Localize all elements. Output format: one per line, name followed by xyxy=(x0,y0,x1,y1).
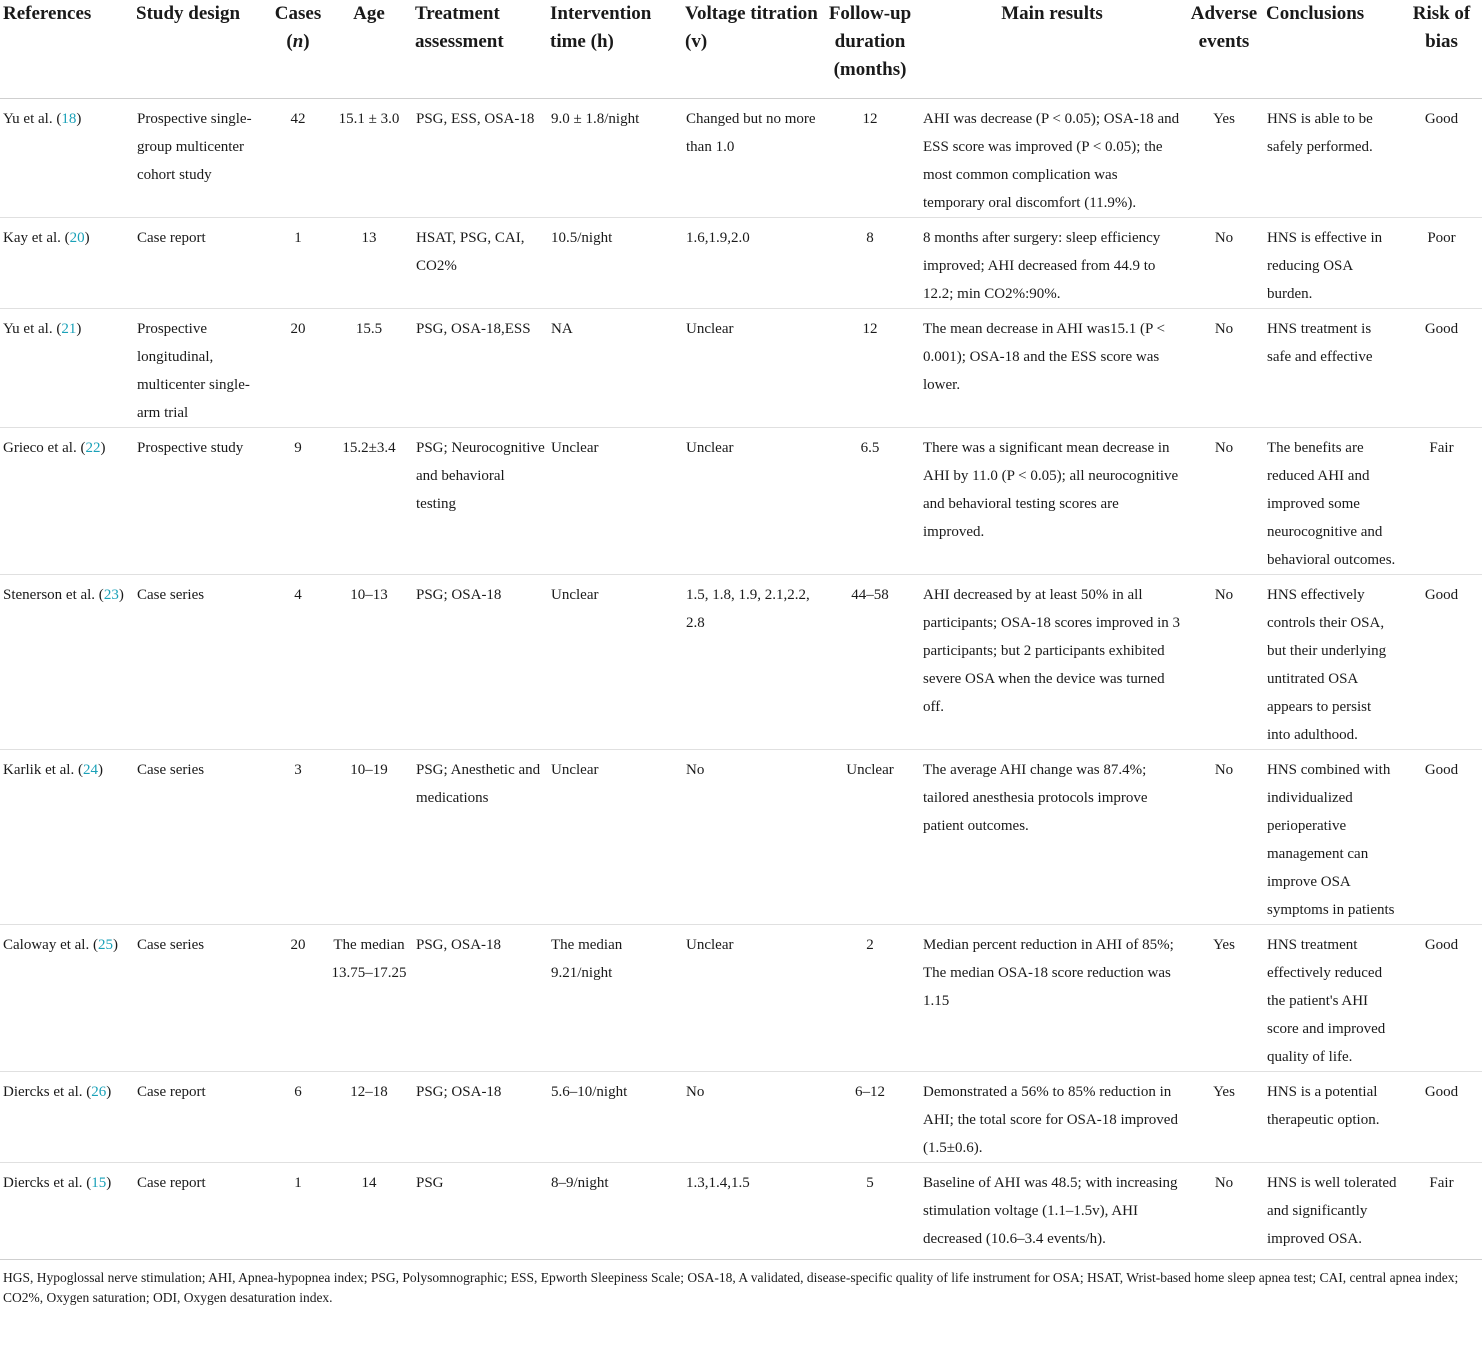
header-age: Age xyxy=(325,0,413,99)
cell-risk-of-bias: Good xyxy=(1401,99,1482,218)
cell-reference xyxy=(0,750,134,925)
cell-cases: 20 xyxy=(271,309,325,428)
cell-intervention-time: The median 9.21/night xyxy=(548,925,683,1072)
cell-conclusions: HNS treatment is safe and effective xyxy=(1264,309,1401,428)
cell-voltage-titration: 1.6,1.9,2.0 xyxy=(683,218,820,309)
cell-adverse-events: No xyxy=(1184,750,1264,925)
cell-follow-up: 6.5 xyxy=(820,428,920,575)
reference-close-paren: ) xyxy=(106,1175,112,1191)
cell-reference xyxy=(0,428,134,575)
header-study-design: Study design xyxy=(134,0,271,99)
reference-author: Yu et al. ( xyxy=(3,111,62,127)
cell-intervention-time: 8–9/night xyxy=(548,1163,683,1260)
table-row xyxy=(0,575,1482,750)
cell-treatment-assessment: PSG, ESS, OSA-18 xyxy=(413,99,548,218)
cell-risk-of-bias: Poor xyxy=(1401,218,1482,309)
table-row xyxy=(0,925,1482,1072)
cell-study-design: Case report xyxy=(134,1163,271,1260)
cell-main-results: Median percent reduction in AHI of 85%; The median OSA-18 score reduction was 1.15 xyxy=(920,925,1184,1072)
table-footnote: HGS, Hypoglossal nerve stimulation; AHI, Apnea-hypopnea index; PSG, Polysomnographic; ESS, Epworth Sleepiness Scale; OSA-18, A validated, disease-specific quality of life instrument for OSA; HSAT, Wrist-based home sleep apnea test; CAI, central apnea index; CO2%, Oxygen saturation; ODI, Oxygen desaturation index. xyxy=(3,1270,1459,1305)
cell-conclusions: HNS is well tolerated and significantly improved OSA. xyxy=(1264,1163,1401,1260)
cell-conclusions: HNS is a potential therapeutic option. xyxy=(1264,1072,1401,1163)
cell-cases: 20 xyxy=(271,925,325,1072)
cell-age: 15.2±3.4 xyxy=(325,428,413,575)
reference-close-paren: ) xyxy=(112,937,118,953)
cell-main-results: The average AHI change was 87.4%; tailored anesthesia protocols improve patient outcomes. xyxy=(920,750,1184,925)
cell-study-design: Case series xyxy=(134,575,271,750)
cell-age: 10–19 xyxy=(325,750,413,925)
cell-conclusions: HNS effectively controls their OSA, but their underlying untitrated OSA appears to persist into adulthood. xyxy=(1264,575,1401,750)
cell-follow-up: 5 xyxy=(820,1163,920,1260)
reference-author: Karlik et al. ( xyxy=(3,762,83,778)
table-row xyxy=(0,1163,1482,1260)
cell-study-design: Case report xyxy=(134,218,271,309)
cell-main-results: AHI was decrease (P < 0.05); OSA-18 and ESS score was improved (P < 0.05); the most common complication was temporary oral discomfort (11.9%). xyxy=(920,99,1184,218)
cell-risk-of-bias: Fair xyxy=(1401,1163,1482,1260)
cell-adverse-events: Yes xyxy=(1184,925,1264,1072)
cell-cases: 42 xyxy=(271,99,325,218)
cell-risk-of-bias: Good xyxy=(1401,1072,1482,1163)
cell-reference xyxy=(0,309,134,428)
table-header xyxy=(0,0,1482,99)
reference-number-link[interactable]: 22 xyxy=(85,440,101,456)
cell-reference xyxy=(0,99,134,218)
cell-risk-of-bias: Good xyxy=(1401,309,1482,428)
reference-number-link[interactable]: 26 xyxy=(91,1084,107,1100)
cell-treatment-assessment: PSG; Anesthetic and medications xyxy=(413,750,548,925)
cell-main-results: AHI decreased by at least 50% in all participants; OSA-18 scores improved in 3 participants; but 2 participants exhibited severe OSA when the device was turned off. xyxy=(920,575,1184,750)
table-row xyxy=(0,1072,1482,1163)
cell-intervention-time: 5.6–10/night xyxy=(548,1072,683,1163)
reference-author: Yu et al. ( xyxy=(3,321,62,337)
reference-close-paren: ) xyxy=(76,111,82,127)
cell-reference xyxy=(0,1072,134,1163)
header-conclusions: Conclusions xyxy=(1264,0,1401,99)
header-main-results: Main results xyxy=(920,0,1184,99)
cell-treatment-assessment: PSG, OSA-18 xyxy=(413,925,548,1072)
cell-age: 13 xyxy=(325,218,413,309)
cell-voltage-titration: No xyxy=(683,1072,820,1163)
reference-author: Diercks et al. ( xyxy=(3,1175,92,1191)
cell-conclusions: HNS treatment effectively reduced the patient's AHI score and improved quality of life. xyxy=(1264,925,1401,1072)
reference-close-paren: ) xyxy=(100,440,106,456)
reference-number-link[interactable]: 23 xyxy=(103,587,119,603)
cell-risk-of-bias: Good xyxy=(1401,575,1482,750)
cell-adverse-events: No xyxy=(1184,218,1264,309)
header-follow-up: Follow-up duration (months) xyxy=(820,0,920,99)
cell-cases: 4 xyxy=(271,575,325,750)
cell-reference xyxy=(0,575,134,750)
cell-treatment-assessment: PSG; OSA-18 xyxy=(413,575,548,750)
reference-author: Grieco et al. ( xyxy=(3,440,86,456)
table-body xyxy=(0,99,1482,1260)
header-treatment-assessment: Treatment assessment xyxy=(413,0,548,99)
reference-close-paren: ) xyxy=(118,587,124,603)
cell-risk-of-bias: Good xyxy=(1401,925,1482,1072)
reference-close-paren: ) xyxy=(106,1084,112,1100)
cell-intervention-time: Unclear xyxy=(548,750,683,925)
reference-number-link[interactable]: 15 xyxy=(91,1175,107,1191)
cell-study-design: Case series xyxy=(134,750,271,925)
cell-adverse-events: No xyxy=(1184,309,1264,428)
cell-voltage-titration: Changed but no more than 1.0 xyxy=(683,99,820,218)
cell-main-results: 8 months after surgery: sleep efficiency improved; AHI decreased from 44.9 to 12.2; min CO2%:90%. xyxy=(920,218,1184,309)
cell-age: 10–13 xyxy=(325,575,413,750)
cell-follow-up: 44–58 xyxy=(820,575,920,750)
cell-intervention-time: Unclear xyxy=(548,575,683,750)
cell-intervention-time: Unclear xyxy=(548,428,683,575)
cell-study-design: Case series xyxy=(134,925,271,1072)
cell-cases: 9 xyxy=(271,428,325,575)
cell-study-design: Prospective longitudinal, multicenter single-arm trial xyxy=(134,309,271,428)
cell-study-design: Case report xyxy=(134,1072,271,1163)
header-cases-n: n xyxy=(292,31,304,52)
cell-age: 15.1 ± 3.0 xyxy=(325,99,413,218)
cell-adverse-events: No xyxy=(1184,428,1264,575)
cell-follow-up: 12 xyxy=(820,309,920,428)
reference-number-link[interactable]: 25 xyxy=(97,937,113,953)
cell-treatment-assessment: HSAT, PSG, CAI, CO2% xyxy=(413,218,548,309)
cell-treatment-assessment: PSG xyxy=(413,1163,548,1260)
cell-main-results: Baseline of AHI was 48.5; with increasing stimulation voltage (1.1–1.5v), AHI decreased (10.6–3.4 events/h). xyxy=(920,1163,1184,1260)
reference-number-link[interactable]: 21 xyxy=(61,321,77,337)
table-row xyxy=(0,99,1482,218)
header-cases: Cases (n) xyxy=(271,0,325,99)
cell-intervention-time: 9.0 ± 1.8/night xyxy=(548,99,683,218)
reference-author: Kay et al. ( xyxy=(3,230,70,246)
cell-voltage-titration: Unclear xyxy=(683,925,820,1072)
cell-follow-up: 12 xyxy=(820,99,920,218)
cell-cases: 3 xyxy=(271,750,325,925)
header-adverse-events: Adverse events xyxy=(1184,0,1264,99)
cell-conclusions: HNS is effective in reducing OSA burden. xyxy=(1264,218,1401,309)
cell-follow-up: 6–12 xyxy=(820,1072,920,1163)
cell-adverse-events: No xyxy=(1184,575,1264,750)
cell-reference xyxy=(0,218,134,309)
cell-voltage-titration: 1.5, 1.8, 1.9, 2.1,2.2, 2.8 xyxy=(683,575,820,750)
reference-number-link[interactable]: 24 xyxy=(82,762,98,778)
cell-cases: 1 xyxy=(271,1163,325,1260)
cell-conclusions: HNS is able to be safely performed. xyxy=(1264,99,1401,218)
cell-main-results: Demonstrated a 56% to 85% reduction in AHI; the total score for OSA-18 improved (1.5±0.6). xyxy=(920,1072,1184,1163)
cell-age: 14 xyxy=(325,1163,413,1260)
cell-conclusions: The benefits are reduced AHI and improved some neurocognitive and behavioral outcomes. xyxy=(1264,428,1401,575)
reference-author: Diercks et al. ( xyxy=(3,1084,92,1100)
cell-treatment-assessment: PSG; OSA-18 xyxy=(413,1072,548,1163)
cell-cases: 6 xyxy=(271,1072,325,1163)
reference-close-paren: ) xyxy=(97,762,103,778)
header-voltage-titration: Voltage titration (v) xyxy=(683,0,820,99)
cell-treatment-assessment: PSG, OSA-18,ESS xyxy=(413,309,548,428)
header-intervention-time: Intervention time (h) xyxy=(548,0,683,99)
cell-reference xyxy=(0,1163,134,1260)
cell-study-design: Prospective study xyxy=(134,428,271,575)
cell-conclusions: HNS combined with individualized perioperative management can improve OSA symptoms in patients xyxy=(1264,750,1401,925)
cell-follow-up: 2 xyxy=(820,925,920,1072)
cell-adverse-events: No xyxy=(1184,1163,1264,1260)
cell-main-results: The mean decrease in AHI was15.1 (P < 0.001); OSA-18 and the ESS score was lower. xyxy=(920,309,1184,428)
cell-risk-of-bias: Good xyxy=(1401,750,1482,925)
cell-follow-up: 8 xyxy=(820,218,920,309)
reference-close-paren: ) xyxy=(76,321,82,337)
cell-intervention-time: NA xyxy=(548,309,683,428)
header-cases-label: Cases xyxy=(274,3,322,24)
cell-adverse-events: Yes xyxy=(1184,99,1264,218)
cell-voltage-titration: Unclear xyxy=(683,309,820,428)
reference-number-link[interactable]: 20 xyxy=(69,230,85,246)
cell-follow-up: Unclear xyxy=(820,750,920,925)
reference-author: Caloway et al. ( xyxy=(3,937,98,953)
cell-risk-of-bias: Fair xyxy=(1401,428,1482,575)
cell-intervention-time: 10.5/night xyxy=(548,218,683,309)
reference-close-paren: ) xyxy=(84,230,90,246)
reference-number-link[interactable]: 18 xyxy=(61,111,77,127)
cell-age: 12–18 xyxy=(325,1072,413,1163)
cell-main-results: There was a significant mean decrease in AHI by 11.0 (P < 0.05); all neurocognitive and behavioral testing scores are improved. xyxy=(920,428,1184,575)
table-row xyxy=(0,309,1482,428)
cell-reference xyxy=(0,925,134,1072)
cell-study-design: Prospective single-group multicenter cohort study xyxy=(134,99,271,218)
cell-age: 15.5 xyxy=(325,309,413,428)
table-row xyxy=(0,750,1482,925)
reference-author: Stenerson et al. ( xyxy=(3,587,104,603)
cell-adverse-events: Yes xyxy=(1184,1072,1264,1163)
header-references: References xyxy=(0,0,134,99)
cell-treatment-assessment: PSG; Neurocognitive and behavioral testing xyxy=(413,428,548,575)
table-row xyxy=(0,218,1482,309)
cell-age: The median 13.75–17.25 xyxy=(325,925,413,1072)
cell-voltage-titration: No xyxy=(683,750,820,925)
header-row xyxy=(0,0,1482,99)
cell-voltage-titration: 1.3,1.4,1.5 xyxy=(683,1163,820,1260)
cell-voltage-titration: Unclear xyxy=(683,428,820,575)
header-risk-of-bias: Risk of bias xyxy=(1401,0,1482,99)
table-row xyxy=(0,428,1482,575)
cell-cases: 1 xyxy=(271,218,325,309)
